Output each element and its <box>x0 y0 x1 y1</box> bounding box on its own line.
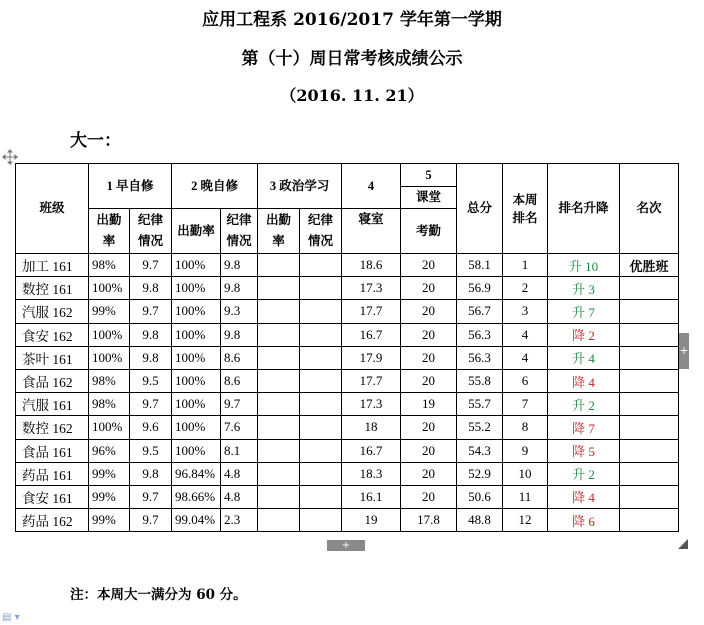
table-row <box>16 462 679 485</box>
morning-discipline-cell: 9.7 <box>130 300 172 323</box>
header-week-rank <box>503 164 548 254</box>
class-cell: 茶叶 161 <box>16 346 89 369</box>
course-attendance-cell: 20 <box>401 346 457 369</box>
class-cell: 数控 161 <box>16 277 89 300</box>
total-score-cell: 48.8 <box>457 509 503 532</box>
header-evening-study: 2 晚自修 <box>172 164 258 209</box>
week-rank-cell: 4 <box>503 346 548 369</box>
dorm-score-cell: 17.7 <box>342 369 401 392</box>
evening-discipline-cell: 4.8 <box>221 462 258 485</box>
evening-discipline-cell: 4.8 <box>221 485 258 508</box>
header-attendance-check: 考勤 <box>401 209 457 254</box>
week-rank-cell: 7 <box>503 393 548 416</box>
header-course: 课堂 <box>401 187 457 209</box>
dorm-score-cell: 17.7 <box>342 300 401 323</box>
rank-change-cell: 升 2 <box>548 462 620 485</box>
header-place: 名次 <box>620 164 679 254</box>
class-cell: 药品 162 <box>16 509 89 532</box>
document-title: 应用工程系 2016/2017 学年第一学期 <box>202 10 502 30</box>
header-discipline-2-bottom: 情况 <box>226 234 252 248</box>
rank-change-cell: 降 4 <box>548 369 620 392</box>
morning-attendance-cell: 99% <box>89 485 130 508</box>
week-rank-cell: 9 <box>503 439 548 462</box>
evening-attendance-cell: 100% <box>172 393 221 416</box>
evening-discipline-cell: 8.6 <box>221 369 258 392</box>
dorm-score-cell: 17.3 <box>342 393 401 416</box>
header-discipline-3 <box>300 209 342 254</box>
place-cell <box>620 439 679 462</box>
political-attendance-cell <box>258 393 300 416</box>
evening-discipline-cell: 9.7 <box>221 393 258 416</box>
place-cell <box>620 300 679 323</box>
political-attendance-cell <box>258 254 300 277</box>
political-discipline-cell <box>300 485 342 508</box>
add-column-button[interactable] <box>679 333 689 369</box>
morning-discipline-cell: 9.7 <box>130 393 172 416</box>
score-rows <box>16 254 679 532</box>
morning-attendance-cell: 98% <box>89 369 130 392</box>
header-attendance-2: 出勤率 <box>172 209 221 254</box>
rank-change-cell: 降 6 <box>548 509 620 532</box>
header-item-5: 5 <box>401 164 457 187</box>
political-attendance-cell <box>258 462 300 485</box>
place-cell <box>620 323 679 346</box>
week-rank-cell: 12 <box>503 509 548 532</box>
plus-icon: + <box>679 344 689 357</box>
political-attendance-cell <box>258 346 300 369</box>
header-discipline-2 <box>221 209 258 254</box>
class-cell: 汽服 161 <box>16 393 89 416</box>
table-row <box>16 369 679 392</box>
political-attendance-cell <box>258 277 300 300</box>
political-discipline-cell <box>300 369 342 392</box>
header-discipline-1-bottom: 情况 <box>138 234 164 248</box>
week-rank-cell: 11 <box>503 485 548 508</box>
morning-attendance-cell: 99% <box>89 300 130 323</box>
header-week-rank-label: 本周排名 <box>512 192 538 225</box>
course-attendance-cell: 20 <box>401 462 457 485</box>
total-score-cell: 55.8 <box>457 369 503 392</box>
evening-discipline-cell: 2.3 <box>221 509 258 532</box>
course-attendance-cell: 20 <box>401 300 457 323</box>
morning-attendance-cell: 98% <box>89 254 130 277</box>
total-score-cell: 56.3 <box>457 323 503 346</box>
total-score-cell: 58.1 <box>457 254 503 277</box>
section-heading: 大一： <box>70 131 121 151</box>
morning-attendance-cell: 100% <box>89 346 130 369</box>
political-discipline-cell <box>300 462 342 485</box>
morning-discipline-cell: 9.8 <box>130 277 172 300</box>
course-attendance-cell: 20 <box>401 485 457 508</box>
evening-attendance-cell: 100% <box>172 323 221 346</box>
table-row <box>16 277 679 300</box>
dorm-score-cell: 19 <box>342 509 401 532</box>
evening-discipline-cell: 9.8 <box>221 323 258 346</box>
table-row <box>16 393 679 416</box>
header-discipline-1 <box>130 209 172 254</box>
morning-attendance-cell: 99% <box>89 509 130 532</box>
morning-discipline-cell: 9.6 <box>130 416 172 439</box>
political-discipline-cell <box>300 416 342 439</box>
political-attendance-cell <box>258 369 300 392</box>
course-attendance-cell: 17.8 <box>401 509 457 532</box>
week-rank-cell: 10 <box>503 462 548 485</box>
morning-attendance-cell: 98% <box>89 393 130 416</box>
plus-icon: + <box>341 540 351 551</box>
morning-attendance-cell: 100% <box>89 323 130 346</box>
rank-change-cell: 升 4 <box>548 346 620 369</box>
total-score-cell: 56.9 <box>457 277 503 300</box>
course-attendance-cell: 20 <box>401 323 457 346</box>
class-cell: 食品 161 <box>16 439 89 462</box>
header-attendance-1 <box>89 209 130 254</box>
class-cell: 数控 162 <box>16 416 89 439</box>
total-score-cell: 56.7 <box>457 300 503 323</box>
class-cell: 食安 161 <box>16 485 89 508</box>
course-attendance-cell: 20 <box>401 439 457 462</box>
political-discipline-cell <box>300 254 342 277</box>
morning-attendance-cell: 99% <box>89 462 130 485</box>
footnote: 注：本周大一满分为 60 分。 <box>70 587 247 603</box>
document-date: （2016. 11. 21） <box>280 86 424 105</box>
political-discipline-cell <box>300 277 342 300</box>
rank-change-cell: 升 3 <box>548 277 620 300</box>
header-attendance-3 <box>258 209 300 254</box>
add-row-button[interactable] <box>327 540 365 551</box>
header-discipline-2-top: 纪律 <box>226 213 252 227</box>
evening-attendance-cell: 100% <box>172 300 221 323</box>
table-row <box>16 346 679 369</box>
class-cell: 食品 162 <box>16 369 89 392</box>
place-cell <box>620 509 679 532</box>
table-row <box>16 416 679 439</box>
course-attendance-cell: 20 <box>401 254 457 277</box>
table-row <box>16 300 679 323</box>
resize-corner-icon[interactable] <box>678 539 688 549</box>
place-cell <box>620 462 679 485</box>
political-attendance-cell <box>258 300 300 323</box>
evening-attendance-cell: 99.04% <box>172 509 221 532</box>
rank-change-cell: 降 5 <box>548 439 620 462</box>
rank-change-cell: 升 2 <box>548 393 620 416</box>
header-discipline-1-top: 纪律 <box>138 213 164 227</box>
table-row <box>16 485 679 508</box>
place-cell <box>620 393 679 416</box>
evening-attendance-cell: 100% <box>172 416 221 439</box>
evening-discipline-cell: 8.1 <box>221 439 258 462</box>
dorm-score-cell: 17.9 <box>342 346 401 369</box>
table-row <box>16 254 679 277</box>
political-attendance-cell <box>258 416 300 439</box>
total-score-cell: 50.6 <box>457 485 503 508</box>
morning-attendance-cell: 96% <box>89 439 130 462</box>
header-rank-change: 排名升降 <box>548 164 620 254</box>
morning-attendance-cell: 100% <box>89 277 130 300</box>
header-attendance-3-top: 出勤 <box>266 213 292 227</box>
header-dorm: 寝室 <box>342 209 401 254</box>
evening-attendance-cell: 98.66% <box>172 485 221 508</box>
political-discipline-cell <box>300 300 342 323</box>
dorm-score-cell: 17.3 <box>342 277 401 300</box>
morning-discipline-cell: 9.5 <box>130 369 172 392</box>
course-attendance-cell: 19 <box>401 393 457 416</box>
morning-discipline-cell: 9.8 <box>130 346 172 369</box>
rank-change-cell: 降 2 <box>548 323 620 346</box>
place-cell <box>620 416 679 439</box>
rank-change-cell: 降 7 <box>548 416 620 439</box>
header-attendance-3-bottom: 率 <box>272 234 285 248</box>
header-class: 班级 <box>16 164 89 254</box>
class-cell: 药品 161 <box>16 462 89 485</box>
political-discipline-cell <box>300 439 342 462</box>
table-row <box>16 323 679 346</box>
place-cell <box>620 485 679 508</box>
evening-discipline-cell: 7.6 <box>221 416 258 439</box>
header-discipline-3-top: 纪律 <box>308 213 334 227</box>
dorm-score-cell: 18 <box>342 416 401 439</box>
paragraph-mark-icon[interactable]: ▤ ▾ <box>2 612 20 623</box>
week-rank-cell: 3 <box>503 300 548 323</box>
evening-attendance-cell: 96.84% <box>172 462 221 485</box>
week-rank-cell: 8 <box>503 416 548 439</box>
course-attendance-cell: 20 <box>401 277 457 300</box>
table-row <box>16 509 679 532</box>
political-attendance-cell <box>258 323 300 346</box>
evening-discipline-cell: 8.6 <box>221 346 258 369</box>
rank-change-cell: 升 7 <box>548 300 620 323</box>
political-attendance-cell <box>258 439 300 462</box>
week-rank-cell: 6 <box>503 369 548 392</box>
morning-discipline-cell: 9.7 <box>130 485 172 508</box>
header-discipline-3-bottom: 情况 <box>308 234 334 248</box>
evening-discipline-cell: 9.3 <box>221 300 258 323</box>
dorm-score-cell: 16.1 <box>342 485 401 508</box>
political-discipline-cell <box>300 393 342 416</box>
course-attendance-cell: 20 <box>401 369 457 392</box>
morning-discipline-cell: 9.8 <box>130 462 172 485</box>
week-rank-cell: 1 <box>503 254 548 277</box>
place-cell <box>620 346 679 369</box>
week-rank-cell: 4 <box>503 323 548 346</box>
score-table <box>15 163 679 532</box>
place-cell <box>620 277 679 300</box>
political-discipline-cell <box>300 509 342 532</box>
evening-attendance-cell: 100% <box>172 346 221 369</box>
header-political-study: 3 政治学习 <box>258 164 342 209</box>
political-discipline-cell <box>300 323 342 346</box>
total-score-cell: 54.3 <box>457 439 503 462</box>
table-row <box>16 439 679 462</box>
political-discipline-cell <box>300 346 342 369</box>
dorm-score-cell: 18.3 <box>342 462 401 485</box>
evening-discipline-cell: 9.8 <box>221 277 258 300</box>
dorm-score-cell: 18.6 <box>342 254 401 277</box>
class-cell: 食安 162 <box>16 323 89 346</box>
total-score-cell: 55.7 <box>457 393 503 416</box>
morning-discipline-cell: 9.7 <box>130 509 172 532</box>
evening-attendance-cell: 100% <box>172 277 221 300</box>
document-subtitle: 第（十）周日常考核成绩公示 <box>241 49 463 69</box>
header-total: 总分 <box>457 164 503 254</box>
header-morning-study: 1 早自修 <box>89 164 172 209</box>
morning-discipline-cell: 9.5 <box>130 439 172 462</box>
week-rank-cell: 2 <box>503 277 548 300</box>
evening-attendance-cell: 100% <box>172 439 221 462</box>
place-cell: 优胜班 <box>620 254 679 277</box>
header-attendance-1-bottom: 率 <box>102 234 116 248</box>
morning-discipline-cell: 9.8 <box>130 323 172 346</box>
rank-change-cell: 升 10 <box>548 254 620 277</box>
morning-attendance-cell: 100% <box>89 416 130 439</box>
header-attendance-1-top: 出勤 <box>96 213 122 227</box>
political-attendance-cell <box>258 485 300 508</box>
rank-change-cell: 降 4 <box>548 485 620 508</box>
place-cell <box>620 369 679 392</box>
dorm-score-cell: 16.7 <box>342 323 401 346</box>
total-score-cell: 52.9 <box>457 462 503 485</box>
evening-discipline-cell: 9.8 <box>221 254 258 277</box>
course-attendance-cell: 20 <box>401 416 457 439</box>
class-cell: 汽服 162 <box>16 300 89 323</box>
total-score-cell: 55.2 <box>457 416 503 439</box>
political-attendance-cell <box>258 509 300 532</box>
class-cell: 加工 161 <box>16 254 89 277</box>
morning-discipline-cell: 9.7 <box>130 254 172 277</box>
evening-attendance-cell: 100% <box>172 254 221 277</box>
header-item-4: 4 <box>342 164 401 209</box>
total-score-cell: 56.3 <box>457 346 503 369</box>
dorm-score-cell: 16.7 <box>342 439 401 462</box>
evening-attendance-cell: 100% <box>172 369 221 392</box>
